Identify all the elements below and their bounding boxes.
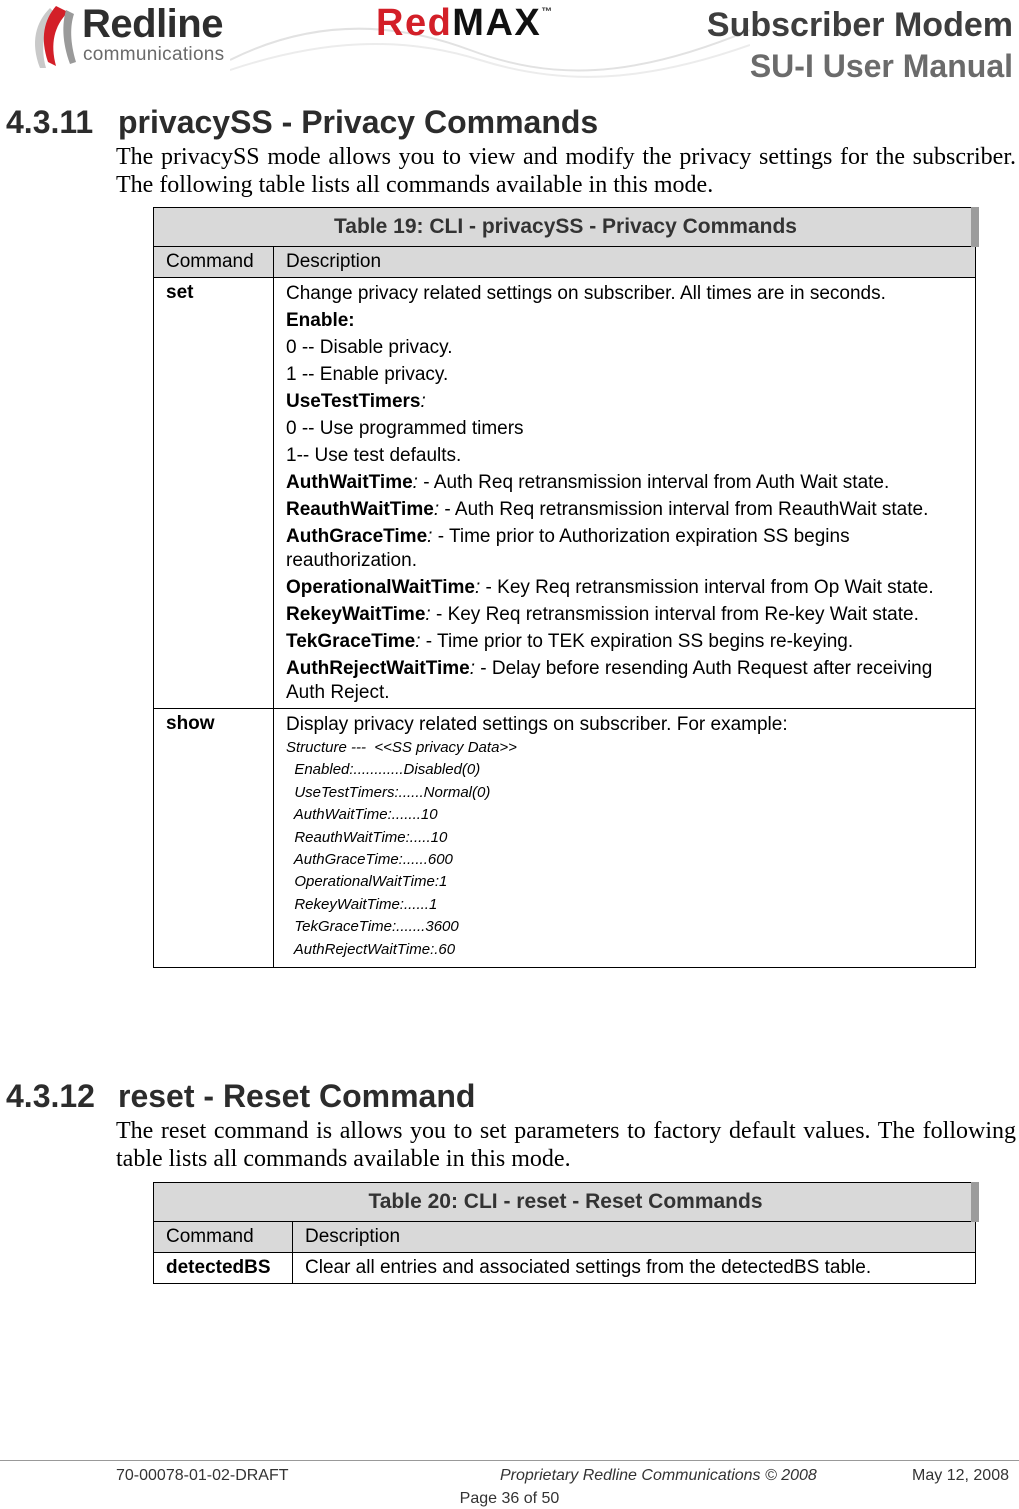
section-title: reset - Reset Command: [118, 1078, 476, 1114]
section-title: privacySS - Privacy Commands: [118, 104, 599, 140]
section-heading-privacyss: [6, 104, 598, 141]
param-tekgracetime: TekGraceTime: - Time prior to TEK expiration SS begins re-keying.: [286, 631, 854, 652]
set-intro: Change privacy related settings on subscriber. All times are in seconds.: [286, 283, 886, 304]
command-cell: show: [154, 709, 274, 968]
privacy-commands-table: [153, 207, 979, 968]
enable-option-0: 0 -- Disable privacy.: [286, 337, 453, 358]
logo-subtitle: communications: [83, 44, 225, 65]
document-subtitle: SU-I User Manual: [749, 48, 1013, 84]
code-line: Structure --- <<SS privacy Data>>: [286, 739, 517, 756]
code-line: AuthGraceTime:......600: [286, 851, 453, 869]
param-rekeywaittime: RekeyWaitTime: - Key Req retransmission interval from Re-key Wait state.: [286, 604, 919, 625]
table-row: [154, 278, 976, 709]
column-header-description: Description: [293, 1222, 976, 1253]
table-row: [154, 1253, 976, 1284]
footer-divider: [0, 1460, 1019, 1461]
table-caption: Table 19: CLI - privacySS - Privacy Commands: [154, 208, 976, 247]
enable-option-1: 1 -- Enable privacy.: [286, 364, 449, 385]
description-cell: [274, 709, 976, 968]
param-authgracetime: AuthGraceTime: - Time prior to Authorization expiration SS begins reauthorization.: [286, 526, 850, 571]
reset-commands-table: [153, 1182, 979, 1284]
description-cell: Clear all entries and associated settings from the detectedBS table.: [293, 1253, 976, 1284]
param-authrejectwaittime: AuthRejectWaitTime: - Delay before resending Auth Request after receiving Auth Reject.: [286, 658, 933, 703]
section-number: 4.3.12: [6, 1078, 95, 1114]
param-reauthwaittime: ReauthWaitTime: - Auth Req retransmission interval from ReauthWait state.: [286, 499, 929, 520]
code-line: Enabled:............Disabled(0): [286, 761, 481, 779]
section-heading-reset: [6, 1078, 475, 1115]
section-intro: The privacySS mode allows you to view and modify the privacy settings for the subscriber. The following table lists all commands available in this mode.: [116, 144, 1016, 198]
column-header-description: Description: [274, 247, 976, 278]
enable-label: Enable:: [286, 310, 355, 331]
description-cell: Change privacy related settings on subscriber. All times are in seconds. Enable: 0 -- Disable privacy. 1 -- Enable privacy. UseTestTimers: 0 -- Use programmed timers 1-- Use test defaults. AuthWaitTime: - Auth Req retransmission interval from Auth Wait state. ReauthWaitTime: - Auth Req retransmission interval from ReauthWait state. AuthGraceTime: - Time prior to Authorization expiration SS begins reauthorization. OperationalWaitTime: - Key Req retransmission interval from Op Wait state. RekeyWaitTime: - Key Req retransmission interval from Re-key Wait state. TekGraceTime: - Time prior to TEK expiration SS begins re-keying. AuthRejectWaitTime: - Delay before resending Auth Request after receiving Auth Reject.: [274, 278, 976, 709]
code-line: AuthWaitTime:.......10: [286, 806, 438, 824]
code-line: RekeyWaitTime:......1: [286, 895, 438, 913]
code-line: UseTestTimers:......Normal(0): [286, 783, 491, 801]
column-header-command: Command: [154, 1222, 293, 1253]
code-line: ReauthWaitTime:.....10: [286, 828, 448, 846]
show-intro: Display privacy related settings on subscriber. For example:: [286, 714, 788, 735]
footer-date: May 12, 2008: [912, 1467, 1009, 1484]
footer-copyright: Proprietary Redline Communications © 2008: [500, 1467, 817, 1484]
product-name-black: MAX: [452, 2, 542, 44]
usetesttimers-label: UseTestTimers: [286, 391, 421, 412]
command-cell: detectedBS: [154, 1253, 293, 1284]
footer-doc-id: 70-00078-01-02-DRAFT: [116, 1467, 289, 1484]
usetesttimers-option-1: 1-- Use test defaults.: [286, 445, 462, 466]
command-cell: set: [154, 278, 274, 709]
table-row: [154, 709, 976, 968]
logo-wordmark: Redline: [82, 2, 223, 46]
code-line: TekGraceTime:.......3600: [286, 918, 459, 936]
usetesttimers-option-0: 0 -- Use programmed timers: [286, 418, 524, 439]
product-name: [376, 2, 554, 45]
product-name-red: Red: [376, 2, 453, 44]
footer-page-number: Page 36 of 50: [459, 1490, 560, 1507]
column-header-command: Command: [154, 247, 274, 278]
code-line: OperationalWaitTime:1: [286, 873, 448, 891]
trademark-mark: ™: [541, 6, 554, 18]
section-number: 4.3.11: [6, 104, 94, 140]
code-line: AuthRejectWaitTime:.60: [286, 940, 456, 958]
param-operationalwaittime: OperationalWaitTime: - Key Req retransmission interval from Op Wait state.: [286, 577, 934, 598]
param-authwaittime: AuthWaitTime: - Auth Req retransmission interval from Auth Wait state.: [286, 472, 890, 493]
document-title: Subscriber Modem: [706, 6, 1013, 44]
show-output-example: [286, 737, 969, 961]
section-intro: The reset command is allows you to set parameters to factory default values. The following table lists all commands available in this mode.: [116, 1118, 1016, 1172]
table-caption: Table 20: CLI - reset - Reset Commands: [154, 1183, 976, 1222]
